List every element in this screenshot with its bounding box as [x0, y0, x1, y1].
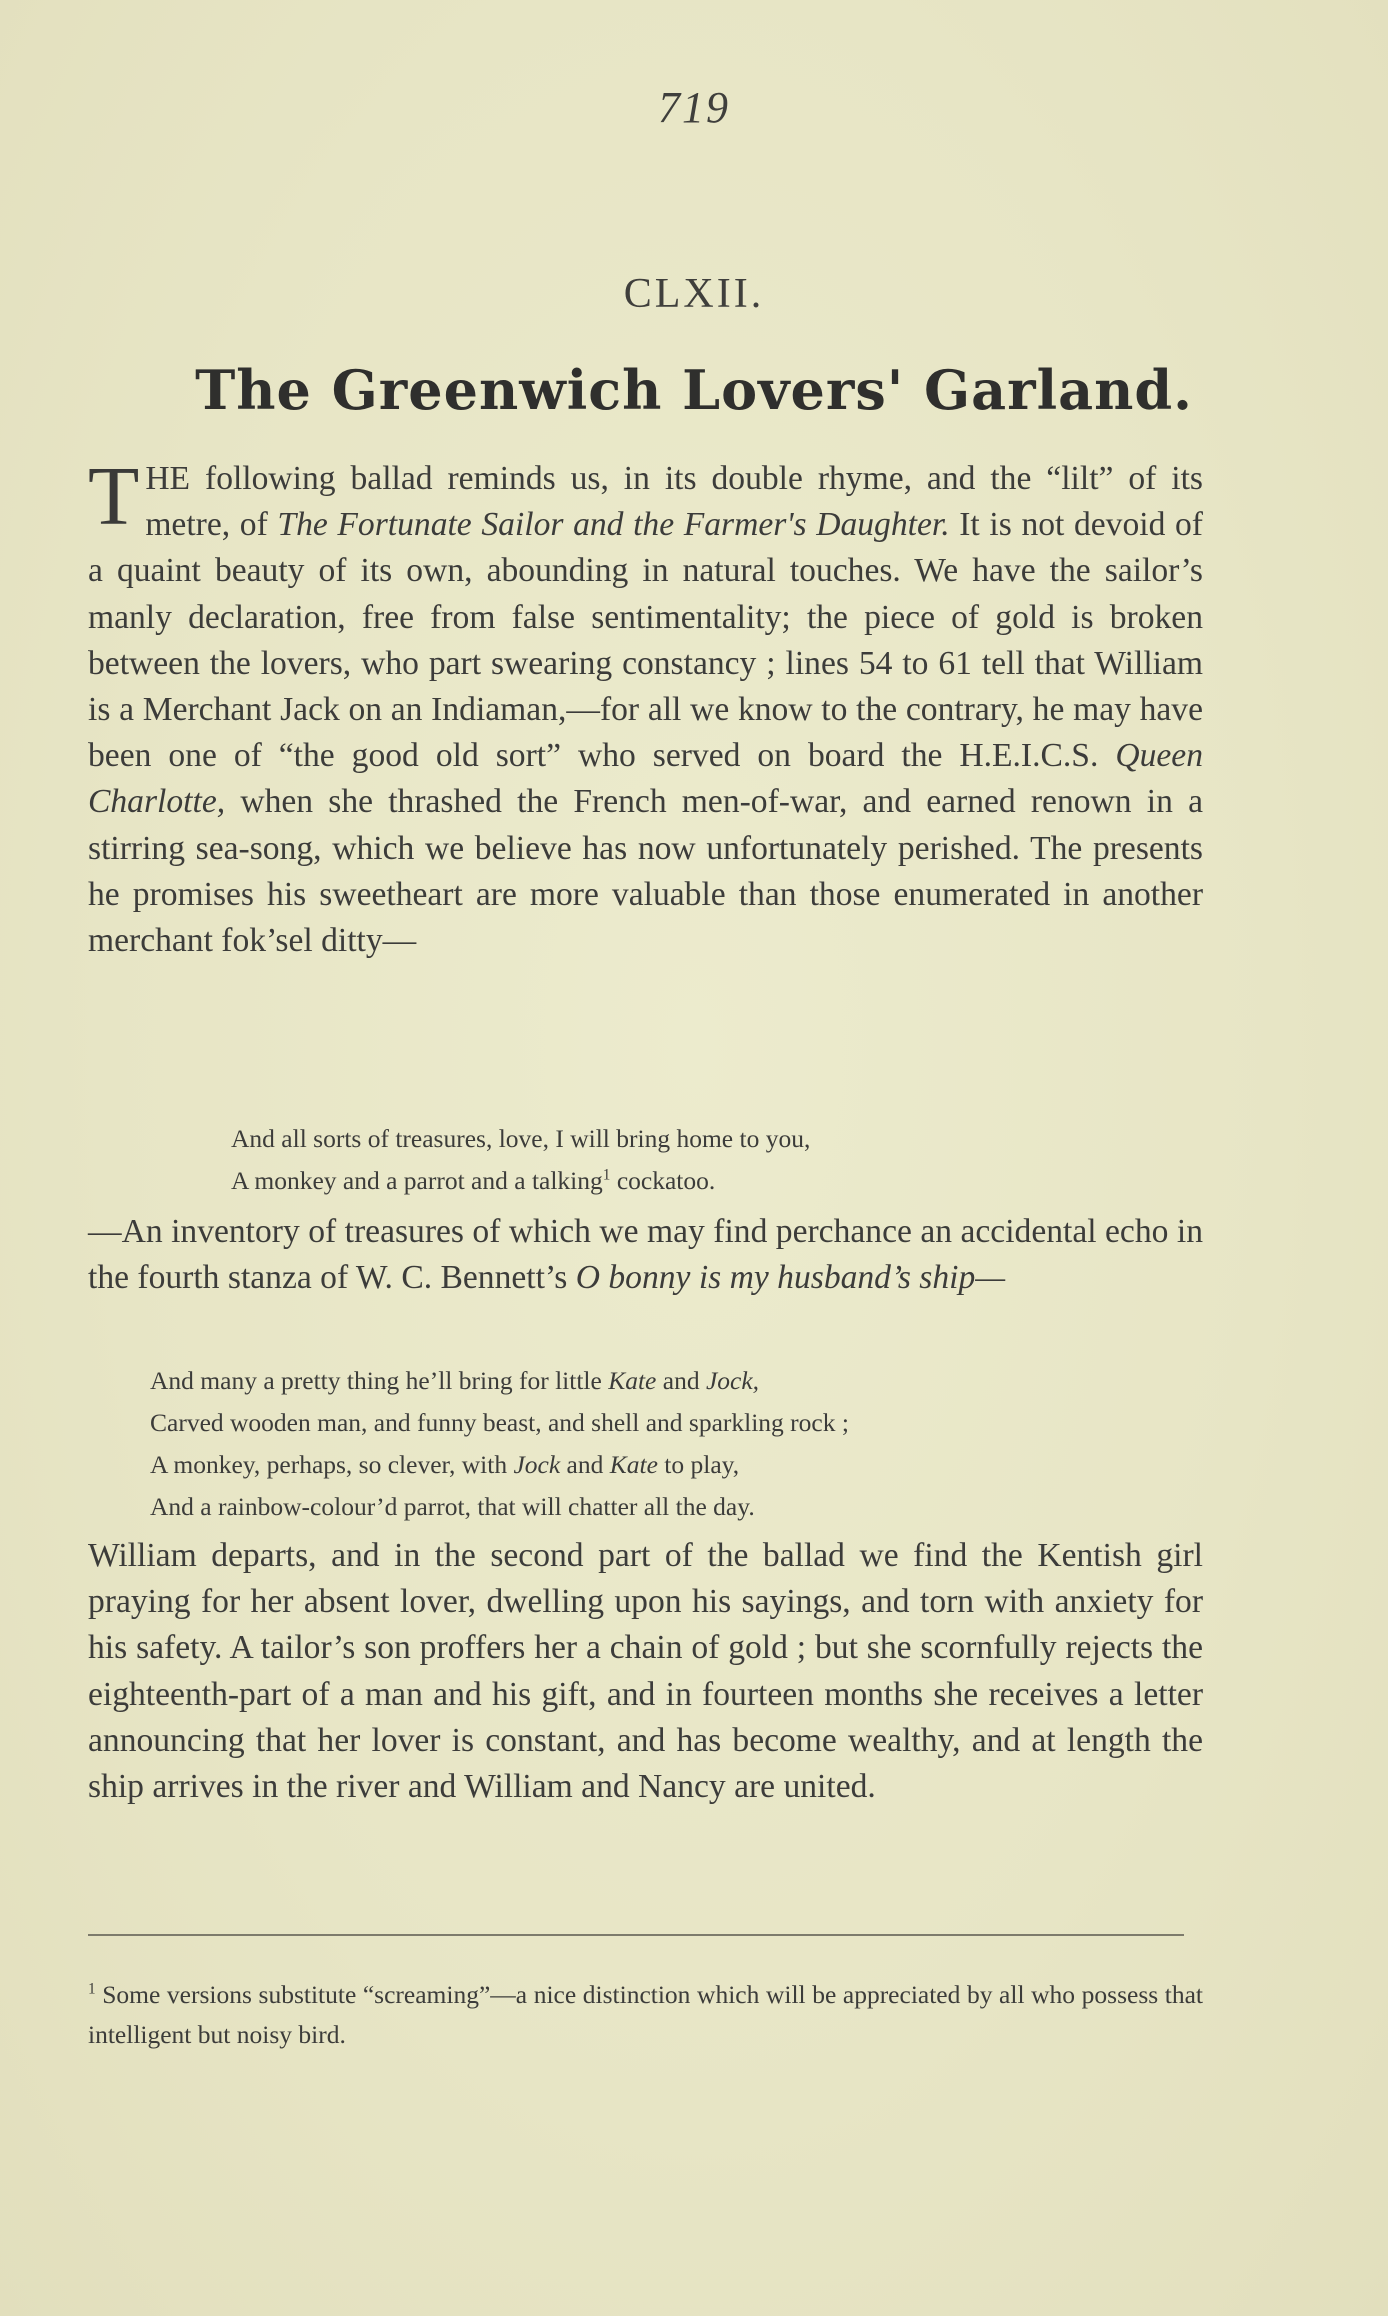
intro-text-start: HE following ballad reminds us, in its double rhyme, and the “lilt” of its metre, of [145, 460, 1203, 544]
verse1-line-2 [231, 1160, 810, 1202]
footnote [88, 1975, 1203, 2055]
para2-ref-title: O bonny is my husband’s ship— [575, 1259, 1006, 1297]
intro-text-end: when she thrashed the French men-of-war, and earned renown in a stirring sea-song, which we believe has now unfortunately perished. The presents he promises his sweetheart are more valuable than those enumerated in another merchant fok’sel ditty— [88, 783, 1203, 960]
verse2-line-3-end: to play, [657, 1450, 740, 1479]
verse1-line-2-text: A monkey and a parrot and a talking [231, 1166, 603, 1195]
intro-text-middle: It is not devoid of a quaint beauty of its own, abounding in natural touches. We have the sailor’s manly declaration, free from false sentimentality; the piece of gold is broken between the lovers, who part swearing constancy ; lines 54 to 61 tell that William is a Merchant Jack on an Indiaman,—for all we know to the contrary, he may have been one of “the good old sort” who served on board the H.E.I.C.S. [88, 506, 1203, 775]
verse2-name-kate-2: Kate [609, 1450, 658, 1479]
verse1-line-1: And all sorts of treasures, love, I will bring home to you, [231, 1124, 811, 1153]
verse-quote-2 [150, 1360, 849, 1528]
verse2-name-kate: Kate [608, 1366, 657, 1395]
page-number: 719 [658, 83, 730, 132]
verse2-line-3-text: A monkey, perhaps, so clever, with [150, 1450, 514, 1479]
verse2-line-3 [150, 1444, 849, 1486]
verse2-line-4: And a rainbow-colour’d parrot, that will chatter all the day. [150, 1492, 755, 1521]
verse2-line-1 [150, 1360, 849, 1402]
intro-ref-title: The Fortunate Sailor and the Farmer's Daughter. [277, 506, 950, 544]
verse2-and-2: and [560, 1450, 610, 1479]
verse1-line-2-end: cockatoo. [610, 1166, 716, 1195]
third-paragraph: William departs, and in the second part of the ballad we find the Kentish girl praying for her absent lover, dwelling upon his sayings, and torn with anxiety for his safety. A tailor’s son proffers her a chain of gold ; but she scornfully rejects the eighteenth-part of a man and his gift, and in fourteen months she receives a letter announcing that her lover is constant, and has become wealthy, and at length the ship arrives in the river and William and Nancy are united. [88, 1537, 1203, 1806]
ballad-title: The Greenwich Lovers' Garland. [195, 358, 1193, 422]
footnote-marker: 1 [88, 1980, 96, 1998]
footnote-ref-marker: 1 [602, 1166, 611, 1184]
drop-cap: T [88, 450, 140, 543]
chapter-heading: CLXII. [623, 271, 765, 317]
para2-text: —An inventory of treasures of which we may find perchance an accidental echo in the fourth stanza of W. C. Bennett’s [88, 1213, 1203, 1297]
intro-ship-name: Queen Charlotte, [88, 737, 1203, 821]
verse2-line-2: Carved wooden man, and funny beast, and shell and sparkling rock ; [150, 1408, 849, 1437]
intro-paragraph [88, 450, 1203, 964]
footnote-text: Some versions substitute “screaming”—a nice distinction which will be appreciated by all who possess that intelligent but noisy bird. [88, 1980, 1203, 2049]
verse2-and: and [656, 1366, 706, 1395]
verse2-line-1-text: And many a pretty thing he’ll bring for little [150, 1366, 609, 1395]
verse2-name-jock: Jock, [705, 1366, 760, 1395]
footnote-divider [88, 1934, 1184, 1936]
verse2-name-jock-2: Jock [513, 1450, 561, 1479]
second-paragraph [88, 1209, 1203, 1301]
verse-quote-1 [231, 1118, 810, 1202]
